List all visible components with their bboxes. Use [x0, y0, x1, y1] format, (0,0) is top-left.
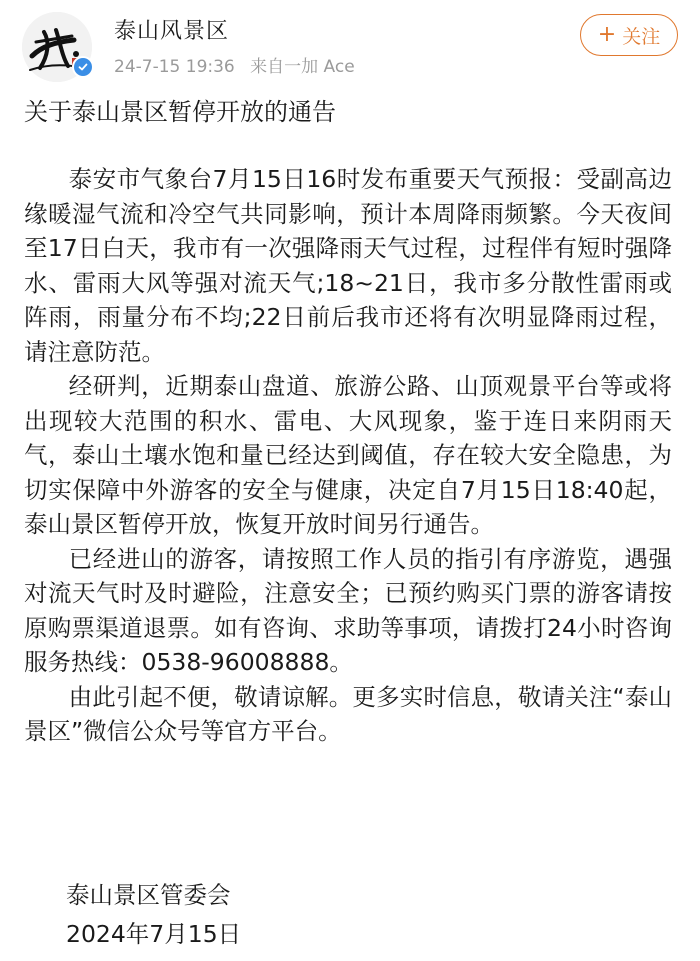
notice-paragraph: 由此引起不便，敬请谅解。更多实时信息，敬请关注“泰山景区”微信公众号等官方平台。	[24, 682, 672, 745]
post-source[interactable]: 来自一加 Ace	[250, 57, 355, 77]
notice-title: 关于泰山景区暂停开放的通告	[24, 98, 336, 126]
notice-paragraph: 泰安市气象台7月15日16时发布重要天气预报：受副高边缘暖湿气流和冷空气共同影响，预计本周降雨频繁。今天夜间至17日白天，我市有一次强降雨天气过程，过程伴有短时强降水、雷雨大风等强对流天气;18~21日，我市多分散性雷雨或阵雨，雨量分布不均;22日前后我市还将有次明显降雨过程，请注意防范。	[24, 165, 672, 366]
post-timestamp: 24-7-15 19:36	[114, 57, 235, 77]
follow-label: 关注	[622, 25, 661, 48]
verified-badge	[72, 56, 94, 78]
notice-signature: 泰山景区管委会	[66, 881, 231, 909]
post-meta	[114, 52, 355, 77]
notice-date: 2024年7月15日	[66, 920, 242, 948]
follow-button[interactable]	[580, 14, 678, 56]
verified-check-icon	[74, 58, 92, 76]
notice-paragraph: 已经进山的游客，请按照工作人员的指引有序游览，遇强对流天气时及时避险，注意安全；已预约购买门票的游客请按原购票渠道退票。如有咨询、求助等事项，请拨打24小时咨询服务热线：0538-96008888。	[24, 544, 672, 676]
account-name[interactable]: 泰山风景区	[114, 19, 230, 44]
notice-body	[24, 162, 672, 749]
plus-icon: +	[597, 22, 617, 47]
notice-paragraph: 经研判，近期泰山盘道、旅游公路、山顶观景平台等或将出现较大范围的积水、雷电、大风现象，鉴于连日来阴雨天气，泰山土壤水饱和量已经达到阈值，存在较大安全隐患，为切实保障中外游客的安全与健康，决定自7月15日18:40起，泰山景区暂停开放，恢复开放时间另行通告。	[24, 372, 672, 538]
post-header	[0, 0, 700, 90]
